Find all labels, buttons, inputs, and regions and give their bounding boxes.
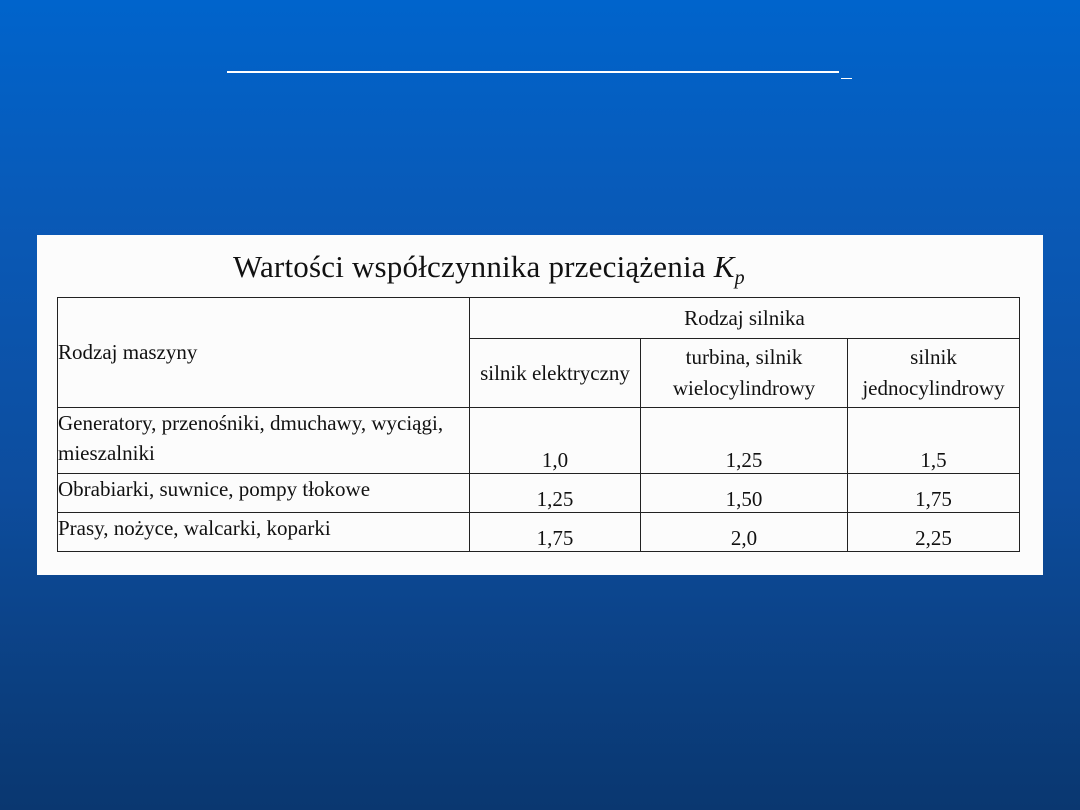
engine-type-header: Rodzaj silnika [470, 298, 1020, 339]
machine-name-cell: Generatory, przenośniki, dmuchawy, wyciągi, mieszalniki [58, 408, 470, 474]
table-title [233, 249, 745, 290]
value-cell: 1,25 [641, 408, 848, 474]
value-cell: 2,0 [641, 513, 848, 552]
table-title-subscript: p [734, 267, 745, 290]
table-row [58, 513, 1020, 552]
table-row [58, 474, 1020, 513]
overload-coefficient-table [57, 297, 1020, 552]
title-underline-tail [841, 78, 852, 79]
value-cell: 1,75 [470, 513, 641, 552]
value-cell: 1,5 [848, 408, 1020, 474]
engine-column-header: silnik jednocylindrowy [848, 339, 1020, 408]
machine-type-header: Rodzaj maszyny [58, 298, 470, 408]
value-cell: 1,50 [641, 474, 848, 513]
table-title-text: Wartości współczynnika przeciążenia [233, 249, 714, 284]
scanned-table-image [37, 235, 1043, 575]
engine-column-header: turbina, silnik wielocylindrowy [641, 339, 848, 408]
machine-name-cell: Obrabiarki, suwnice, pompy tłokowe [58, 474, 470, 513]
title-underline [227, 71, 839, 73]
table-title-symbol: K [713, 249, 735, 284]
engine-column-header: silnik elektryczny [470, 339, 641, 408]
value-cell: 1,75 [848, 474, 1020, 513]
table-row [58, 408, 1020, 474]
machine-name-cell: Prasy, nożyce, walcarki, koparki [58, 513, 470, 552]
value-cell: 1,0 [470, 408, 641, 474]
value-cell: 2,25 [848, 513, 1020, 552]
value-cell: 1,25 [470, 474, 641, 513]
